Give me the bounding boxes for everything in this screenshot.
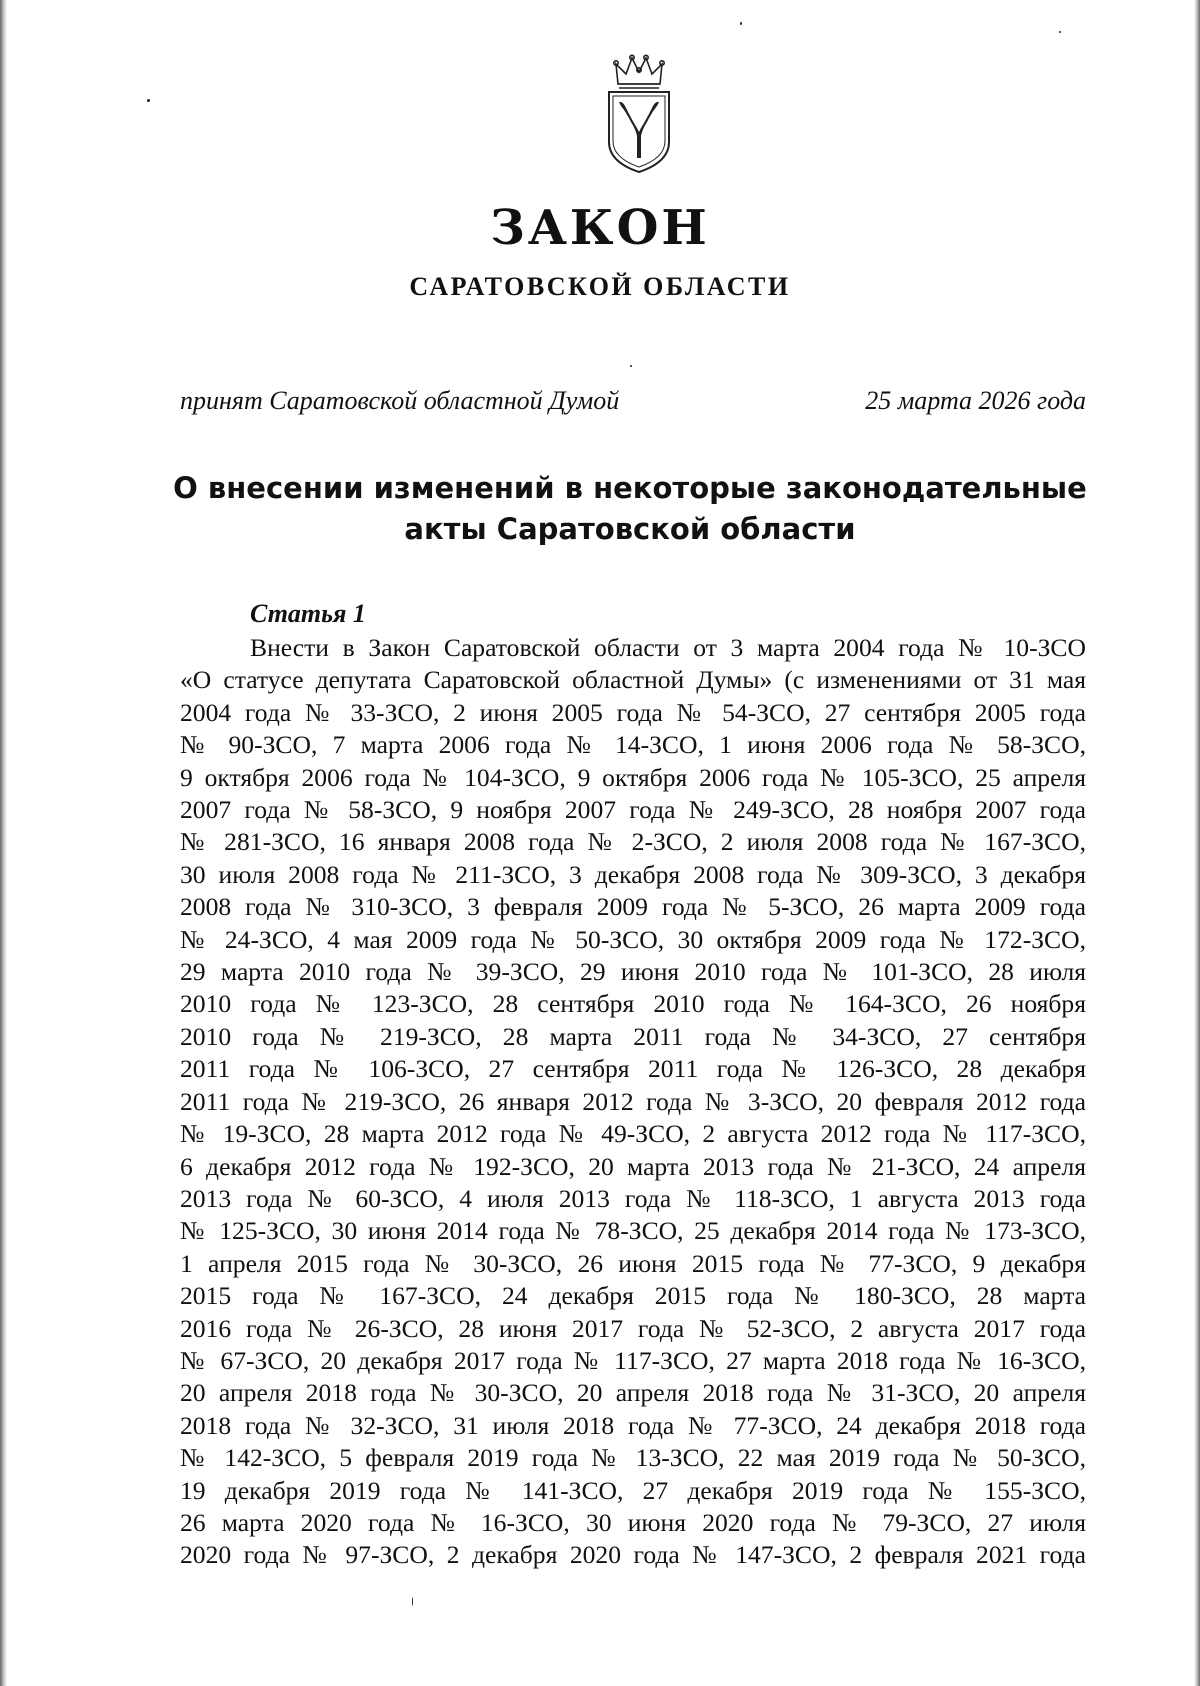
article-body (180, 632, 1086, 1572)
saratov-coat-of-arms-icon (604, 54, 674, 176)
article-body-line: 2018 года № 32-ЗСО, 31 июля 2018 года № 77-ЗСО, 24 декабря 2018 года (180, 1410, 1086, 1440)
law-title-line: О внесении изменений в некоторые законодательные (173, 471, 1087, 505)
law-title-line: акты Саратовской области (404, 512, 856, 546)
article-body-line: № 24-ЗСО, 4 мая 2009 года № 50-ЗСО, 30 октября 2009 года № 172-ЗСО, (180, 924, 1086, 954)
adoption-date: 25 марта 2026 года (865, 386, 1086, 415)
scan-speck (630, 365, 632, 367)
article-body-line: 6 декабря 2012 года № 192-ЗСО, 20 марта 2013 года № 21-ЗСО, 24 апреля (180, 1151, 1086, 1181)
article-body-line: № 19-ЗСО, 28 марта 2012 года № 49-ЗСО, 2 августа 2012 года № 117-ЗСО, (180, 1119, 1086, 1149)
article-body-line: 2020 года № 97-ЗСО, 2 декабря 2020 года № 147-ЗСО, 2 февраля 2021 года (180, 1540, 1086, 1570)
document-title: ЗАКОН (490, 200, 710, 256)
article-body-line: 2010 года № 123-ЗСО, 28 сентября 2010 года № 164-ЗСО, 26 ноября (180, 989, 1086, 1019)
scan-speck (740, 22, 742, 25)
article-body-line: № 281-ЗСО, 16 января 2008 года № 2-ЗСО, 2 июля 2008 года № 167-ЗСО, (180, 827, 1086, 857)
article-heading: Статья 1 (250, 599, 366, 628)
document-subtitle: САРАТОВСКОЙ ОБЛАСТИ (409, 272, 791, 301)
article-body-line: 2010 года № 219-ЗСО, 28 марта 2011 года № 34-ЗСО, 27 сентября (180, 1021, 1086, 1051)
article-body-line: № 90-ЗСО, 7 марта 2006 года № 14-ЗСО, 1 июня 2006 года № 58-ЗСО, (180, 730, 1086, 760)
article-body-line: 1 апреля 2015 года № 30-ЗСО, 26 июня 2015 года № 77-ЗСО, 9 декабря (180, 1248, 1086, 1278)
law-title (150, 468, 1110, 550)
scan-speck (1059, 31, 1061, 33)
article-body-line: 29 марта 2010 года № 39-ЗСО, 29 июня 2010 года № 101-ЗСО, 28 июля (180, 957, 1086, 987)
article-body-line: 2011 года № 219-ЗСО, 26 января 2012 года № 3-ЗСО, 20 февраля 2012 года (180, 1086, 1086, 1116)
article-body-line: «О статусе депутата Саратовской областной Думы» (с изменениями от 31 мая (180, 665, 1086, 695)
article-body-line: № 67-ЗСО, 20 декабря 2017 года № 117-ЗСО, 27 марта 2018 года № 16-ЗСО, (180, 1345, 1086, 1375)
article-body-line: 2004 года № 33-ЗСО, 2 июня 2005 года № 54-ЗСО, 27 сентября 2005 года (180, 697, 1086, 727)
article-body-line: 19 декабря 2019 года № 141-ЗСО, 27 декабря 2019 года № 155-ЗСО, (180, 1475, 1086, 1505)
article-body-line: 20 апреля 2018 года № 30-ЗСО, 20 апреля 2018 года № 31-ЗСО, 20 апреля (180, 1378, 1086, 1408)
article-body-line: 2013 года № 60-ЗСО, 4 июля 2013 года № 118-ЗСО, 1 августа 2013 года (180, 1183, 1086, 1213)
scan-speck (147, 99, 150, 102)
article-body-line: № 125-ЗСО, 30 июня 2014 года № 78-ЗСО, 25 декабря 2014 года № 173-ЗСО, (180, 1216, 1086, 1246)
article-body-line: 2008 года № 310-ЗСО, 3 февраля 2009 года № 5-ЗСО, 26 марта 2009 года (180, 892, 1086, 922)
article-body-line: 2015 года № 167-ЗСО, 24 декабря 2015 года № 180-ЗСО, 28 марта (180, 1281, 1086, 1311)
article-body-line: № 142-ЗСО, 5 февраля 2019 года № 13-ЗСО, 22 мая 2019 года № 50-ЗСО, (180, 1443, 1086, 1473)
scan-speck (412, 1597, 413, 1606)
article-body-line: Внести в Закон Саратовской области от 3 марта 2004 года № 10-ЗСО (250, 633, 1086, 662)
adopted-by: принят Саратовской областной Думой (180, 386, 620, 415)
article-body-line: 2007 года № 58-ЗСО, 9 ноября 2007 года № 249-ЗСО, 28 ноября 2007 года (180, 795, 1086, 825)
article-body-line: 26 марта 2020 года № 16-ЗСО, 30 июня 2020 года № 79-ЗСО, 27 июля (180, 1507, 1086, 1537)
article-body-line: 2016 года № 26-ЗСО, 28 июня 2017 года № 52-ЗСО, 2 августа 2017 года (180, 1313, 1086, 1343)
article-body-line: 9 октября 2006 года № 104-ЗСО, 9 октября 2006 года № 105-ЗСО, 25 апреля (180, 762, 1086, 792)
article-body-line: 30 июля 2008 года № 211-ЗСО, 3 декабря 2008 года № 309-ЗСО, 3 декабря (180, 859, 1086, 889)
article-body-line: 2011 года № 106-ЗСО, 27 сентября 2011 года № 126-ЗСО, 28 декабря (180, 1054, 1086, 1084)
